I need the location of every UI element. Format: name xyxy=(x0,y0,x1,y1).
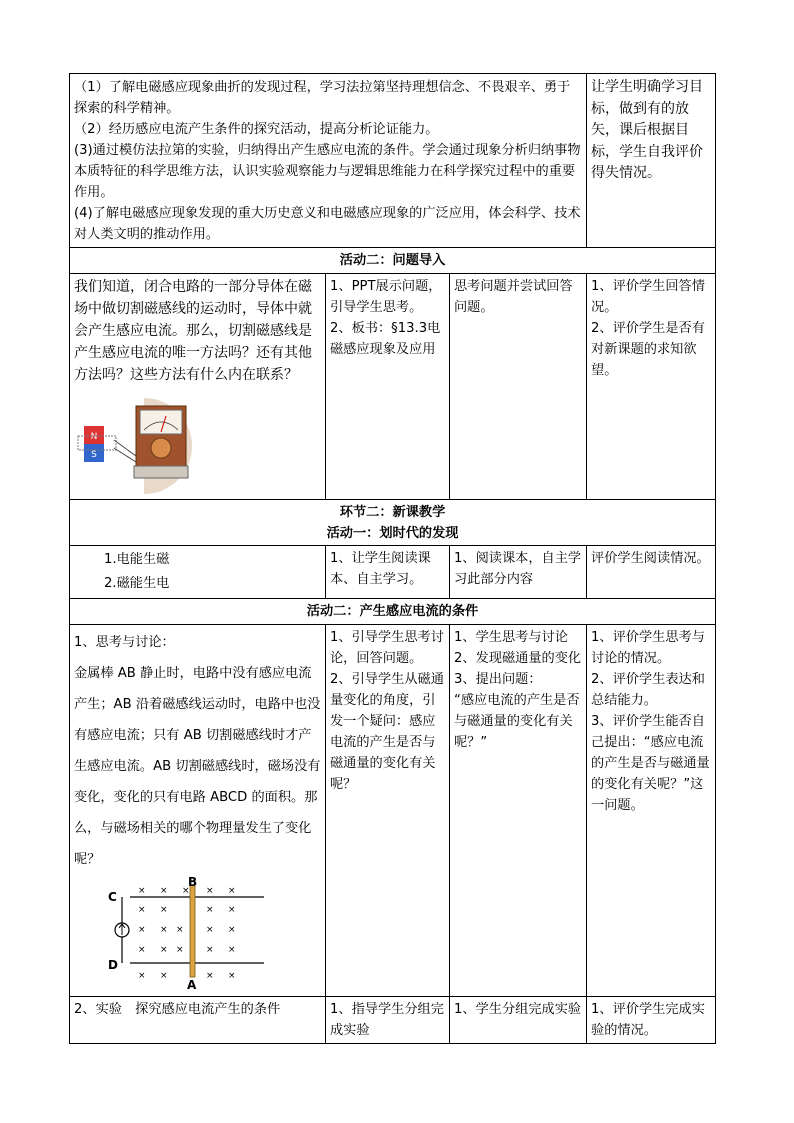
activity2-intro-content xyxy=(70,274,326,500)
svg-text:×: × xyxy=(160,905,168,915)
label-a: A xyxy=(187,978,197,991)
goal-1: （1）了解电磁感应现象曲折的发现过程，学习法拉第坚持理想信念、不畏艰辛、勇于探索的科学精神。 xyxy=(74,80,571,116)
section2-header xyxy=(70,500,716,546)
activity2-row xyxy=(70,625,716,997)
section2-activity1-title: 活动一：划时代的发现 xyxy=(326,526,459,541)
svg-text:×: × xyxy=(206,925,214,935)
svg-text:×: × xyxy=(176,945,184,955)
svg-text:×: × xyxy=(138,971,146,981)
svg-text:×: × xyxy=(160,945,168,955)
label-c: C xyxy=(108,890,117,904)
activity2-intro-row xyxy=(70,274,716,500)
label-b: B xyxy=(188,877,198,889)
galvanometer-magnet-figure xyxy=(74,396,224,496)
magnet-n-label: N xyxy=(90,432,98,442)
activity2-eval-3: 3、评价学生能否自己提出：“感应电流的产生是否与磁通量的变化有关呢？”这一问题。 xyxy=(591,714,710,813)
svg-text:×: × xyxy=(160,925,168,935)
activity2-teacher-1: 1、引导学生思考讨论，回答问题。 xyxy=(330,630,444,666)
circuit-diagram-figure xyxy=(98,877,268,991)
svg-text:×: × xyxy=(206,905,214,915)
intro-teacher-2: 2、板书：§13.3电磁感应现象及应用 xyxy=(330,321,441,357)
activity2-intro-eval xyxy=(587,274,716,500)
activity1-item-2: 2.磁能生电 xyxy=(104,576,170,591)
activity2-student-1: 1、学生思考与讨论 xyxy=(454,630,568,645)
intro-eval-1: 1、评价学生回答情况。 xyxy=(591,279,705,315)
lesson-plan-table xyxy=(69,73,716,1044)
activity2-title: 活动二：产生感应电流的条件 xyxy=(70,599,716,625)
activity1-eval: 评价学生阅读情况。 xyxy=(587,546,716,599)
svg-text:×: × xyxy=(228,886,236,896)
activity2-intro-teacher xyxy=(326,274,450,500)
activity2-intro-title: 活动二：问题导入 xyxy=(70,248,716,274)
metal-rod xyxy=(190,885,195,977)
magnetic-field-marks xyxy=(138,886,236,981)
activity2-teacher xyxy=(326,625,450,997)
svg-text:×: × xyxy=(206,971,214,981)
activity2-eval xyxy=(587,625,716,997)
section2-title: 环节二：新课教学 xyxy=(339,505,446,520)
svg-text:×: × xyxy=(228,945,236,955)
goals-eval: 让学生明确学习目标，做到有的放矢，课后根据目标，学生自我评价得失情况。 xyxy=(587,74,716,248)
experiment-teacher: 1、指导学生分组完成实验 xyxy=(326,997,450,1044)
section2-header-row xyxy=(70,500,716,546)
label-d: D xyxy=(108,958,118,972)
activity2-teacher-2: 2、引导学生从磁通量变化的角度，引发一个疑问：感应电流的产生是否与磁通量的变化有关呢？ xyxy=(330,672,444,792)
intro-question: 我们知道，闭合电路的一部分导体在磁场中做切割磁感线的运动时，导体中就会产生感应电流。那么，切割磁感线是产生感应电流的唯一方法吗？还有其他方法吗？这些方法有什么内在联系？ xyxy=(74,279,312,383)
svg-text:×: × xyxy=(182,886,190,896)
goals-row xyxy=(70,74,716,248)
experiment-row xyxy=(70,997,716,1044)
activity2-eval-1: 1、评价学生思考与讨论的情况。 xyxy=(591,630,705,666)
experiment-eval: 1、评价学生完成实验的情况。 xyxy=(587,997,716,1044)
activity2-student xyxy=(450,625,587,997)
svg-text:×: × xyxy=(138,925,146,935)
activity2-content xyxy=(70,625,326,997)
activity2-intro-student: 思考问题并尝试回答问题。 xyxy=(450,274,587,500)
activity2-intro-header-row xyxy=(70,248,716,274)
activity2-header-row xyxy=(70,599,716,625)
activity2-student-2: 2、发现磁通量的变化 xyxy=(454,651,582,666)
svg-text:×: × xyxy=(206,886,214,896)
activity2-student-4: “感应电流的产生是否与磁通量的变化有关呢？” xyxy=(454,693,580,750)
activity2-eval-2: 2、评价学生表达和总结能力。 xyxy=(591,672,705,708)
intro-eval-2: 2、评价学生是否有对新课题的求知欲望。 xyxy=(591,321,705,378)
magnet-s-label: S xyxy=(91,450,97,460)
svg-text:×: × xyxy=(206,945,214,955)
svg-text:×: × xyxy=(228,905,236,915)
svg-text:×: × xyxy=(228,971,236,981)
experiment-content: 2、实验 探究感应电流产生的条件 xyxy=(70,997,326,1044)
activity1-item-1: 1.电能生磁 xyxy=(104,552,170,567)
goal-3: (3)通过模仿法拉第的实验，归纳得出产生感应电流的条件。学会通过现象分析归纳事物本质特征的科学思维方法，认识实验观察能力与逻辑思维能力在科学探究过程中的重要作用。 xyxy=(74,143,581,200)
activity2-student-3: 3、提出问题： xyxy=(454,672,542,687)
svg-text:×: × xyxy=(176,925,184,935)
svg-text:×: × xyxy=(138,905,146,915)
svg-text:×: × xyxy=(160,886,168,896)
activity1-row xyxy=(70,546,716,599)
goal-2: （2）经历感应电流产生条件的探究活动，提高分析论证能力。 xyxy=(74,122,439,137)
activity1-student: 1、阅读课本，自主学习此部分内容 xyxy=(450,546,587,599)
svg-text:×: × xyxy=(160,971,168,981)
activity1-teacher: 1、让学生阅读课本、自主学习。 xyxy=(326,546,450,599)
svg-text:×: × xyxy=(138,945,146,955)
activity1-content xyxy=(70,546,326,599)
svg-text:×: × xyxy=(228,925,236,935)
svg-text:×: × xyxy=(138,886,146,896)
activity2-heading: 1、思考与讨论： xyxy=(74,635,175,650)
activity2-text: 金属棒 AB 静止时，电路中没有感应电流产生；AB 沿着磁感线运动时，电路中也没有感应电流；只有 AB 切割磁感线时才产生感应电流。AB 切割磁感线时，磁场没有变化，变化的只有电路 ABCD 的面积。那么，与磁场相关的哪个物理量发生了变化呢？ xyxy=(74,666,321,867)
magnet-icon xyxy=(84,426,104,462)
intro-teacher-1: 1、PPT展示问题，引导学生思考。 xyxy=(330,279,442,315)
goals-cell xyxy=(70,74,587,248)
experiment-student: 1、学生分组完成实验 xyxy=(450,997,587,1044)
goal-4: (4)了解电磁感应现象发现的重大历史意义和电磁感应现象的广泛应用，体会科学、技术对人类文明的推动作用。 xyxy=(74,206,581,242)
